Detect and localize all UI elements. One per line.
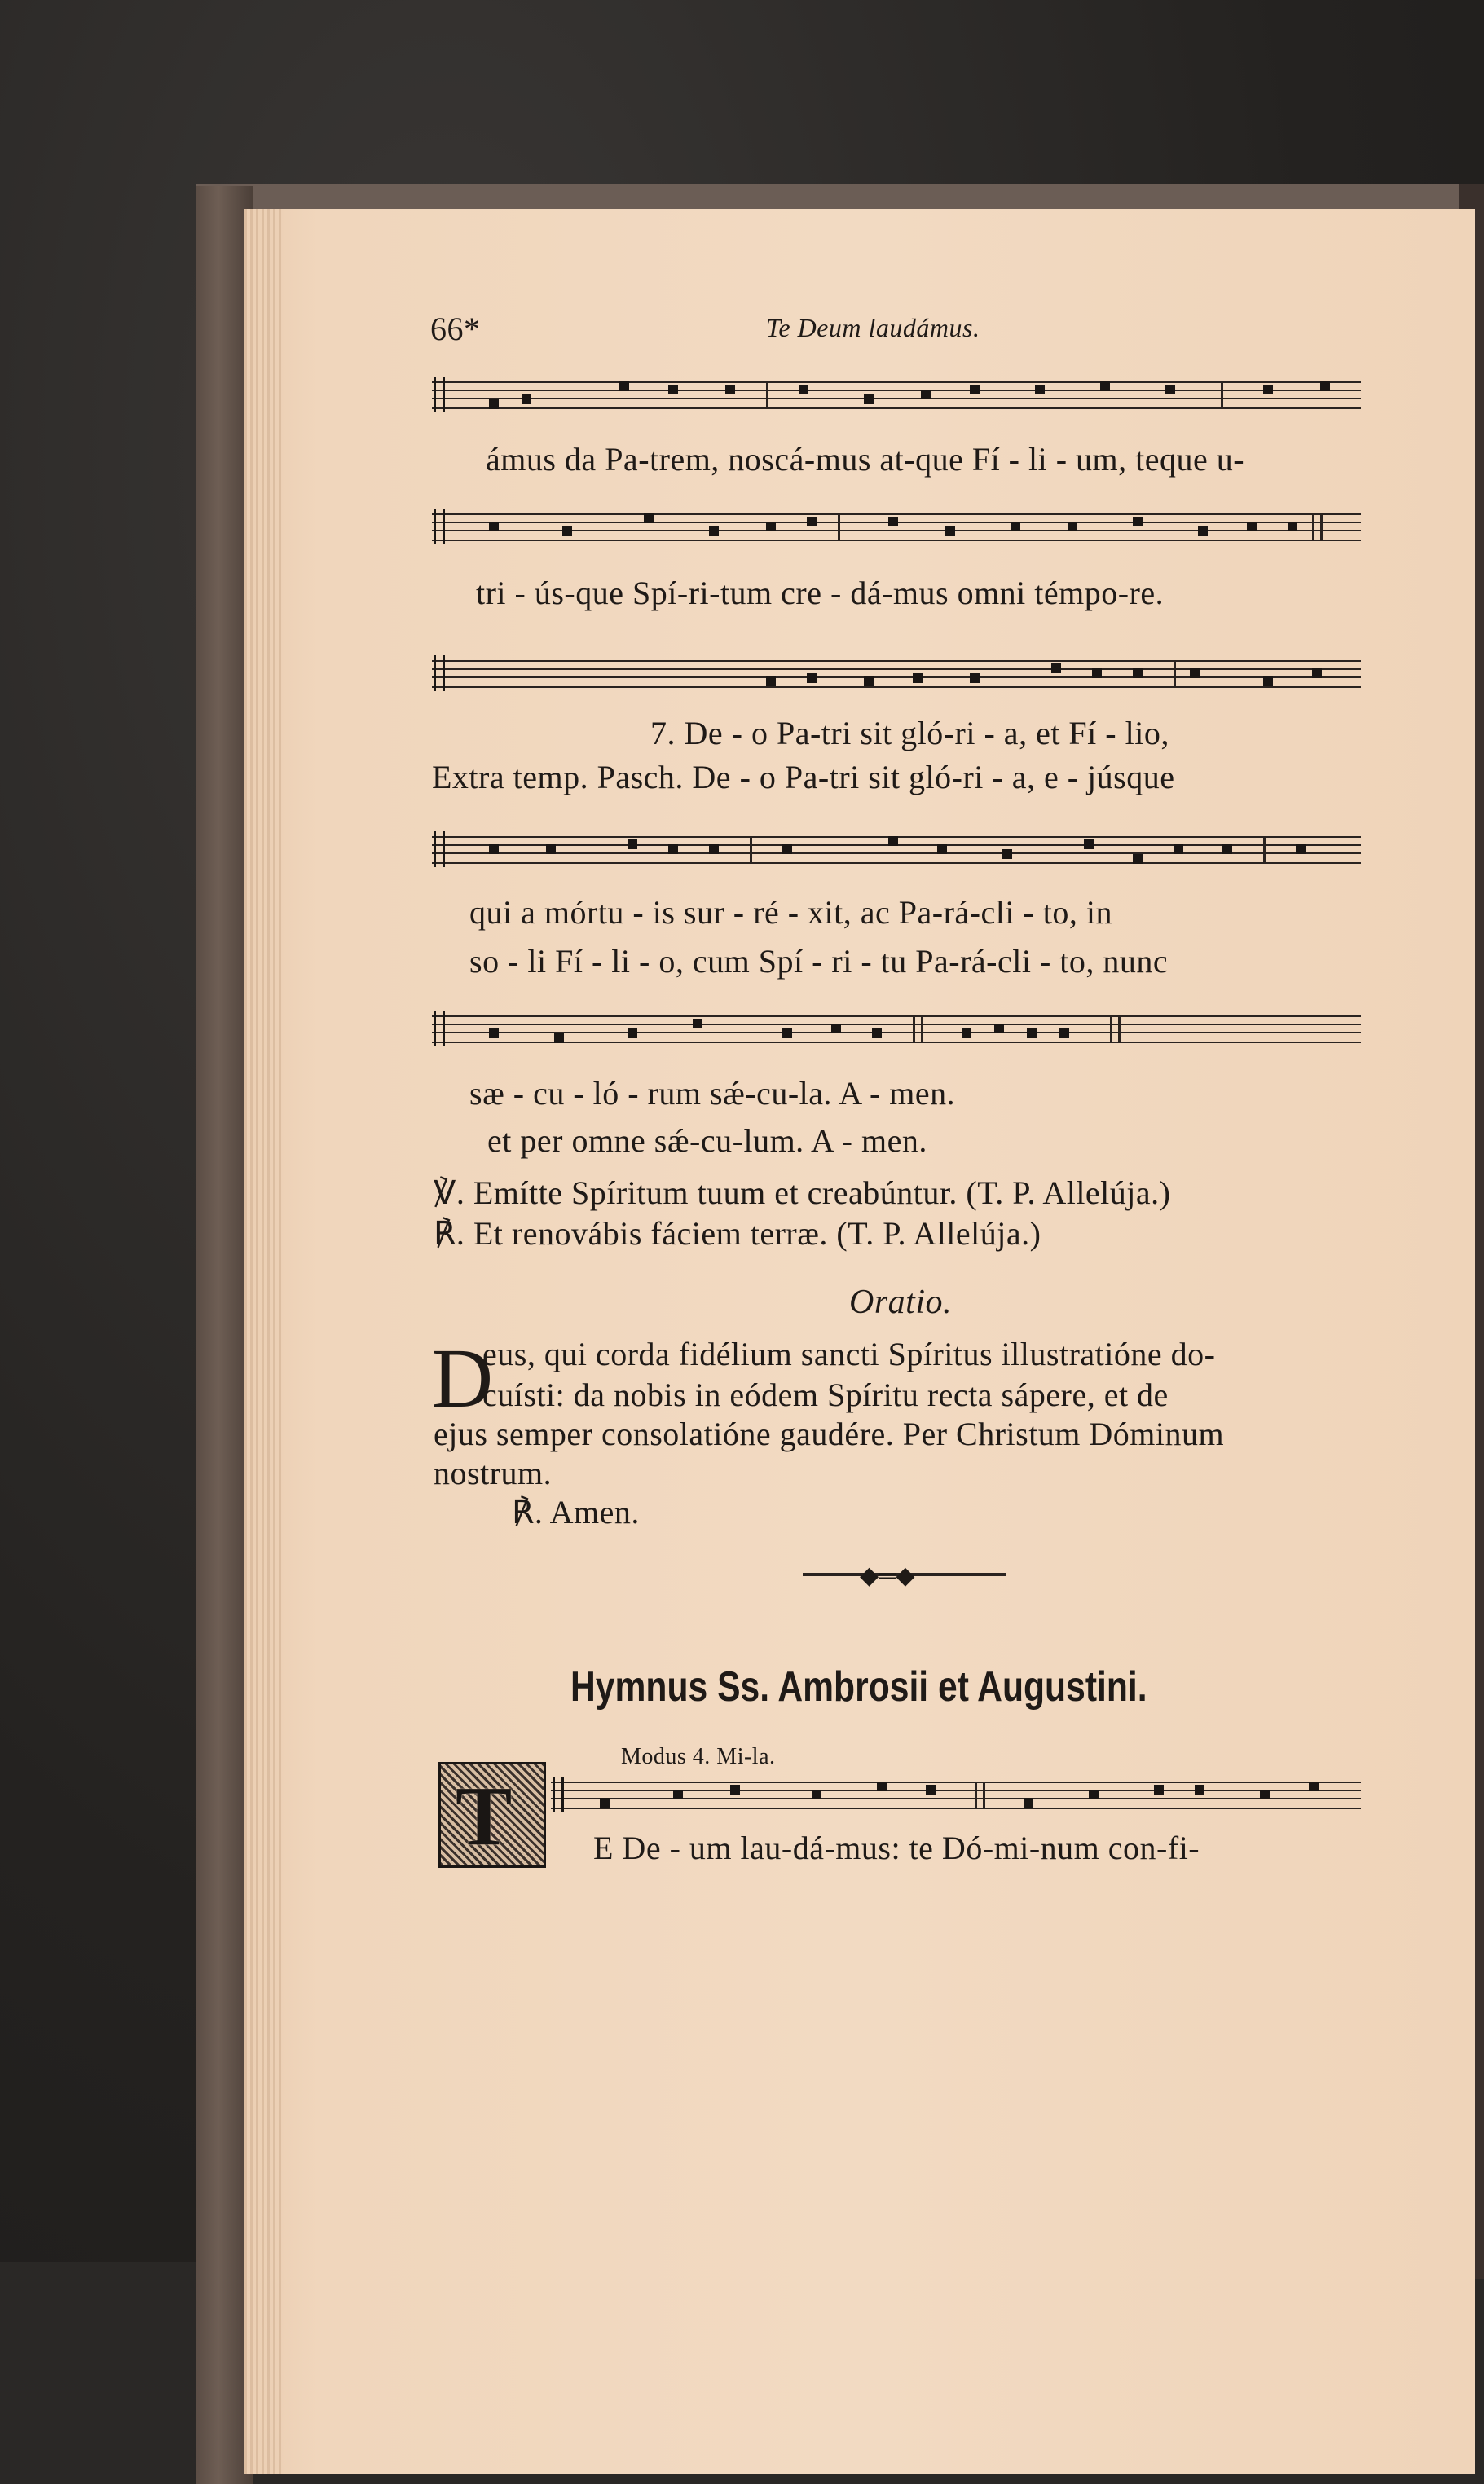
music-staff-2 [432, 513, 1361, 541]
lyric-line: qui a mórtu - is sur - ré - xit, ac Pa-rá-cli - to, in [469, 894, 1112, 931]
clef-icon [434, 509, 445, 544]
amen-response: ℟. Amen. [512, 1494, 640, 1530]
initial-letter: T [456, 1769, 513, 1863]
lyric-line: et per omne sǽ-cu-lum. A - men. [487, 1122, 927, 1159]
clef-icon [434, 377, 445, 412]
oratio-line: cuísti: da nobis in eódem Spíritu recta sápere, et de [482, 1376, 1169, 1413]
page-number: 66* [430, 310, 481, 347]
response: ℟. Et renovábis fáciem terræ. (T. P. Allelúja.) [434, 1215, 1041, 1252]
page-edges [244, 209, 282, 2474]
decorated-initial [438, 1762, 546, 1868]
oratio-title: Oratio. [849, 1284, 953, 1321]
hymn-title: Hymnus Ss. Ambrosii et Augustini. [570, 1663, 1147, 1711]
drop-cap: D [432, 1332, 494, 1425]
oratio-line: nostrum. [434, 1455, 553, 1491]
modus-label: Modus 4. Mi-la. [621, 1744, 776, 1769]
music-staff-5 [432, 1015, 1361, 1043]
lyric-line: tri - ús-que Spí-ri-tum cre - dá-mus omni témpo-re. [476, 575, 1165, 611]
music-staff-4 [432, 836, 1361, 864]
clef-icon [553, 1777, 564, 1812]
clef-icon [434, 831, 445, 867]
lyric-line: so - li Fí - li - o, cum Spí - ri - tu Pa-rá-cli - to, nunc [469, 943, 1169, 980]
lyric-line: sæ - cu - ló - rum sǽ-cu-la. A - men. [469, 1075, 956, 1112]
oratio-line: eus, qui corda fidélium sancti Spíritus illustratióne do- [482, 1336, 1216, 1372]
lyric-line: Extra temp. Pasch. De - o Pa-tri sit gló-ri - a, e - júsque [432, 759, 1175, 795]
clef-icon [434, 655, 445, 691]
clef-icon [434, 1011, 445, 1046]
music-staff-6 [551, 1782, 1361, 1809]
running-title: Te Deum laudámus. [766, 313, 980, 342]
oratio-line: ejus semper consolatióne gaudére. Per Christum Dóminum [434, 1416, 1225, 1452]
lyric-line: 7. De - o Pa-tri sit gló-ri - a, et Fí - lio, [650, 715, 1169, 751]
lyric-line: ámus da Pa-trem, noscá-mus at-que Fí - li - um, teque u- [486, 441, 1245, 478]
music-staff-3 [432, 660, 1361, 688]
versicle: ℣. Emítte Spíritum tuum et creabúntur. (T. P. Allelúja.) [434, 1174, 1171, 1211]
hymn-first-line: E De - um lau-dá-mus: te Dó-mi-num con-fi- [593, 1830, 1200, 1866]
music-staff-1 [432, 381, 1361, 409]
divider-ornament-icon: ◆═◆ [860, 1562, 915, 1589]
